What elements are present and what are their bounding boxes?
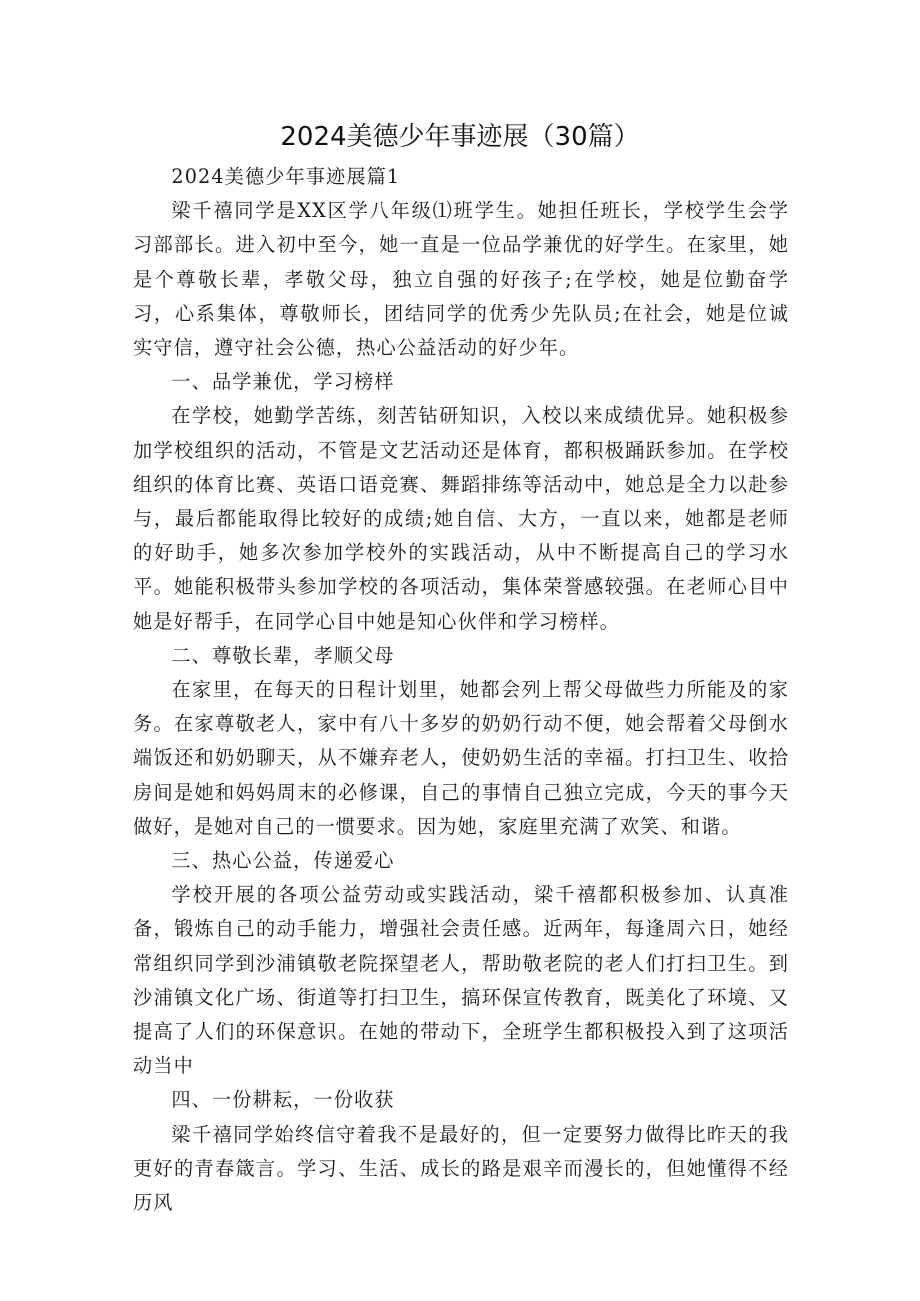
document-body [133,160,789,1220]
document-title: 2024美德少年事迹展（30篇） [280,122,640,152]
section-title: 2024美德少年事迹展篇1 [171,165,401,188]
section-heading-3: 三、热心公益，传递爱心 [171,849,395,873]
section-4-paragraph: 梁千禧同学始终信守着我不是最好的，但一定要努力做得比昨天的我更好的青春箴言。学习、生活、成长的路是艰辛而漫长的，但她懂得不经历风 [133,1122,789,1215]
section-2-paragraph: 在家里，在每天的日程计划里，她都会列上帮父母做些力所能及的家务。在家尊敬老人，家中有八十多岁的奶奶行动不便，她会帮着父母倒水端饭还和奶奶聊天，从不嫌弃老人，使奶奶生活的幸福。打扫卫生、收拾房间是她和妈妈周末的必修课，自己的事情自己独立完成，今天的事今天做好，是她对自己的一惯要求。因为她，家庭里充满了欢笑、和谐。 [133,678,789,838]
section-heading-4: 四、一份耕耘，一份收获 [171,1088,395,1112]
section-3-paragraph: 学校开展的各项公益劳动或实践活动，梁千禧都积极参加、认真准备，锻炼自己的动手能力，增强社会责任感。近两年，每逢周六日，她经常组织同学到沙浦镇敬老院探望老人，帮助敬老院的老人们打扫卫生。到沙浦镇文化广场、街道等打扫卫生，搞环保宣传教育，既美化了环境、又提高了人们的环保意识。在她的带动下，全班学生都积极投入到了这项活动当中 [133,883,789,1078]
section-heading-1: 一、品学兼优，学习榜样 [171,370,395,394]
section-1-paragraph: 在学校，她勤学苦练，刻苦钻研知识，入校以来成绩优异。她积极参加学校组织的活动，不管是文艺活动还是体育，都积极踊跃参加。在学校组织的体育比赛、英语口语竞赛、舞蹈排练等活动中，她总是全力以赴参与，最后都能取得比较好的成绩;她自信、大方，一直以来，她都是老师的好助手，她多次参加学校外的实践活动，从中不断提高自己的学习水平。她能积极带头参加学校的各项活动，集体荣誉感较强。在老师心目中她是好帮手，在同学心目中她是知心伙伴和学习榜样。 [133,404,789,633]
intro-paragraph: 梁千禧同学是XX区学八年级⑴班学生。她担任班长，学校学生会学习部部长。进入初中至今，她一直是一位品学兼优的好学生。在家里，她是个尊敬长辈，孝敬父母，独立自强的好孩子;在学校，她是位勤奋学习，心系集体，尊敬师长，团结同学的优秀少先队员;在社会，她是位诚实守信，遵守社会公德，热心公益活动的好少年。 [133,199,789,360]
section-heading-2: 二、尊敬长辈，孝顺父母 [171,643,395,667]
